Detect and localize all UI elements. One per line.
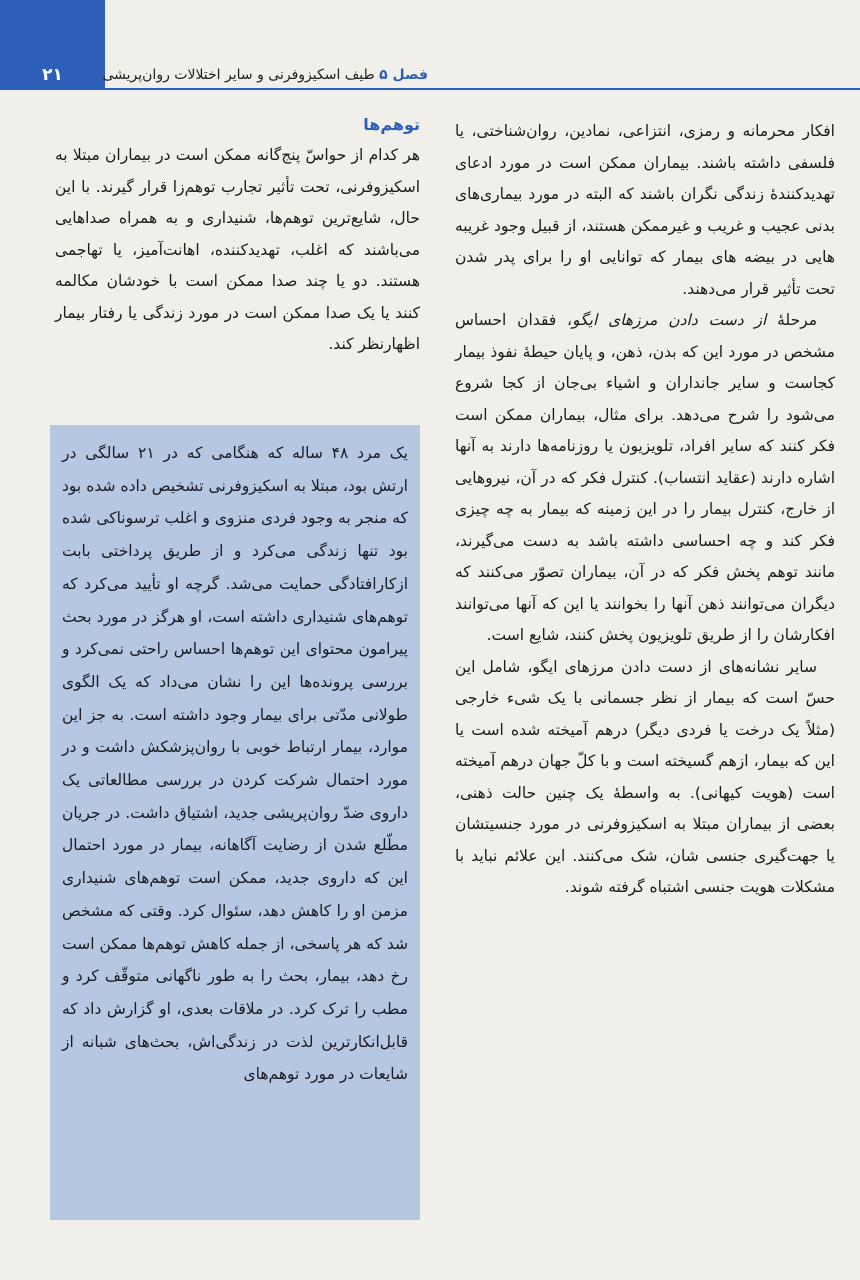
page-number: ۲۱ [0,60,105,90]
chapter-label: فصل ۵ [379,67,428,83]
paragraph [455,305,835,652]
running-header [102,62,428,88]
right-column [455,116,835,904]
paragraph: هر کدام از حواسّ پنج‌گانه ممکن است در بیماران مبتلا به اسکیزوفرنی، تحت تأثیر تجارب توهم‌زا قرار گیرند. با این حال، شایع‌ترین توهم‌ها، شنیداری و به همراه صداهایی می‌باشند که اغلب، تهدیدکننده، اهانت‌آمیز، یا تهاجمی هستند. دو یا چند صدا ممکن است با خودشان مکالمه کنند یا یک صدا ممکن است در مورد زندگی یا رفتار بیمار اظهارنظر کند. [55,146,420,353]
case-study-box [50,425,420,1220]
header-color-block [0,0,105,62]
paragraph: سایر نشانه‌های از دست دادن مرزهای ایگو، شامل این حسّ است که بیمار از نظر جسمانی با یک شیء خارجی (مثلاً یک درخت یا فردی دیگر) درهم آمیخته شده است یا این که بیمار، ازهم گسیخته است و با کلّ جهان درهم آمیخته است (هویت کیهانی). به واسطهٔ یک چنین حالت ذهنی، بعضی از بیماران مبتلا به اسکیزوفرنی در مورد جنسیتشان یا جهت‌گیری جنسی شان، شک می‌کنند. این علائم نباید با مشکلات هویت جنسی اشتباه گرفته شوند. [455,657,835,896]
paragraph: افکار محرمانه و رمزی، انتزاعی، نمادین، روان‌شناختی، یا فلسفی داشته باشند. بیماران ممکن است در مورد ادعای تهدیدکنندهٔ زندگی نگران باشند که البته در مورد بیماری‌های بدنی عجیب و غریب و غیرممکن هستند، از قبیل وجود غریبه هایی در بیضه های بیمار که توانایی او را برای پدر شدن تحت تأثیر قرار می‌دهند. [455,122,835,298]
left-column [55,110,420,361]
paragraph-lead: مرحلهٔ [777,311,818,329]
chapter-title: طیف اسکیزوفرنی و سایر اختلالات روان‌پریشی [102,67,375,83]
italic-term: از دست دادن مرزهای ایگو [572,311,767,329]
header-rule [105,88,860,90]
case-study-text: یک مرد ۴۸ ساله که هنگامی که در ۲۱ سالگی در ارتش بود، مبتلا به اسکیزوفرنی تشخیص داده شده بود که منجر به وجود فردی منزوی و اغلب ترسوناکی شده بود تنها زندگی می‌کرد و از طریق پرداختی بابت ازکارافتادگی حمایت می‌شد. گرچه او تأیید می‌کرد که توهم‌های شنیداری داشته است، او هرگز در مورد بحث پیرامون محتوای این توهم‌ها احساس راحتی نمی‌کرد و بررسی پرونده‌ها این را نشان می‌داد که یک الگوی طولانی مدّتی برای بیمار وجود داشته است. به جز این موارد، بیمار ارتباط خوبی با روان‌پزشکش داشت و در مورد احتمال شرکت کردن در بررسی مطالعاتی یک داروی ضدّ روان‌پریشی جدید، اشتیاق داشت. در جریان مطّلع شدن از رضایت آگاهانه، بیمار در مورد احتمال این که داروی جدید، ممکن است توهم‌های شنیداری مزمن او را کاهش دهد، سئوال کرد. وقتی که مشخص شد که هر پاسخی، از جمله کاهش توهم‌ها ممکن است رخ دهد، بیمار، بحث را به طور ناگهانی متوقّف کرد و مطب را ترک کرد. در ملاقات بعدی، او گزارش داد که قابل‌انکارترین لذت در زندگی‌اش، بحث‌های شبانه از شایعات در مورد توهم‌های [62,444,408,1084]
section-heading: توهم‌ها [363,115,420,134]
paragraph-text: ، فقدان احساس مشخص در مورد این که بدن، ذهن، و پایان حیطهٔ نفوذ بیمار کجاست و سایر جانداران و اشیاء بی‌جان از کجا شروع می‌شود را شرح می‌دهد. برای مثال، بیماران ممکن است فکر کنند که سایر افراد، تلویزیون یا روزنامه‌ها دارند به آنها اشاره دارند (عقاید انتساب). کنترل فکر که در آن، نیروهایی از خارج، کنترل بیمار را در این زمینه که بیمار به چه چیزی فکر کند و چه احساسی داشته باشد به دست می‌گیرند، مانند توهم پخش فکر که در آن، بیماران تصوّر می‌کنند که دیگران می‌توانند ذهن آنها را بخوانند یا این که آنها می‌توانند افکارشان را از طریق تلویزیون پخش کنند، شایع است. [455,311,835,644]
